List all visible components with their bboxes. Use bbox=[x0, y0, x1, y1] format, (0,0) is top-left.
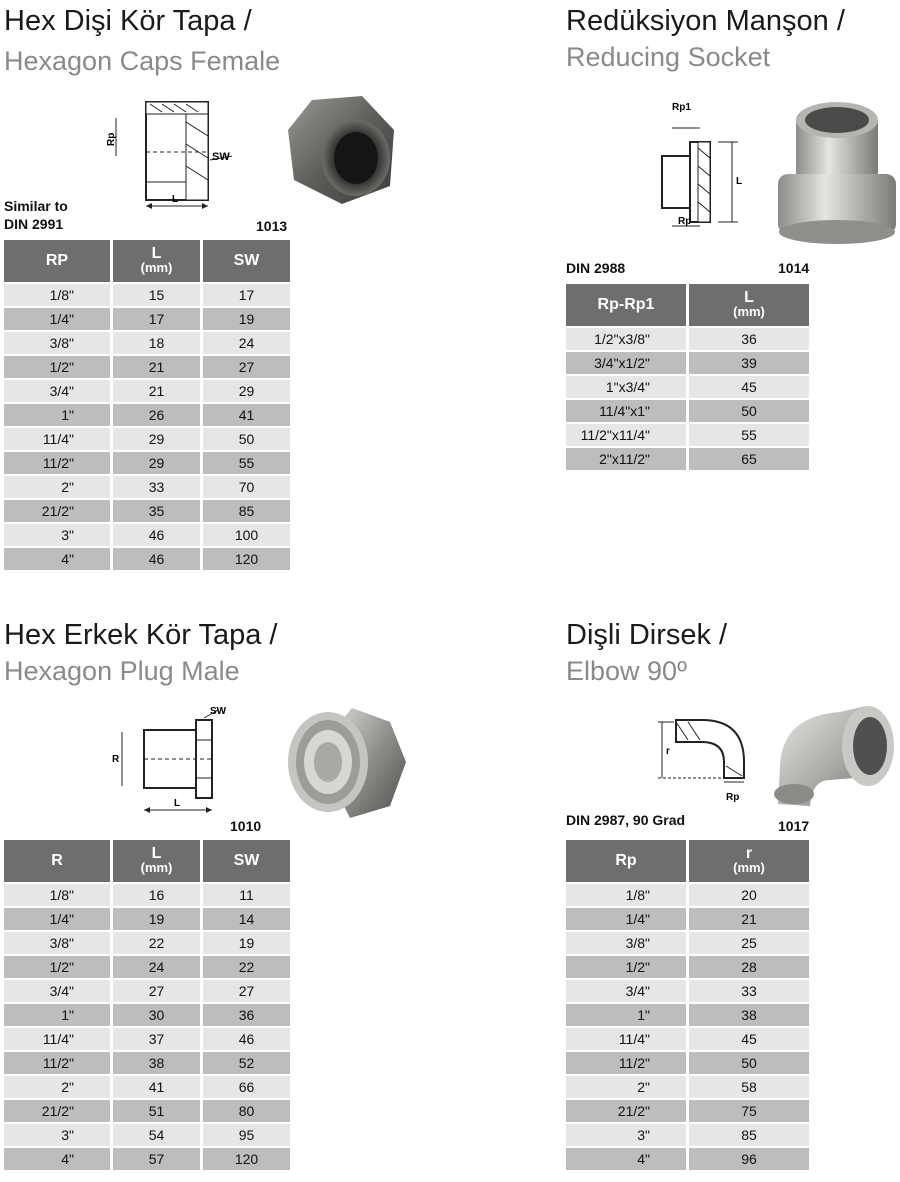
table-cell: 11/2"x11/4" bbox=[566, 424, 686, 446]
table-cell: 54 bbox=[113, 1124, 200, 1146]
table-row bbox=[4, 548, 290, 570]
table-cell: 51 bbox=[113, 1100, 200, 1122]
table-row bbox=[4, 1028, 290, 1050]
section-reducing-socket bbox=[562, 0, 900, 590]
table-cell: 11/4" bbox=[4, 428, 110, 450]
column-header-rp: RP bbox=[4, 240, 110, 282]
table-cell: 3/8" bbox=[4, 932, 110, 954]
table-cell: 30 bbox=[113, 1004, 200, 1026]
table-cell: 33 bbox=[689, 980, 809, 1002]
table-row bbox=[566, 424, 809, 446]
table-cell: 19 bbox=[113, 908, 200, 930]
table-cell: 3/8" bbox=[4, 332, 110, 354]
table-row bbox=[4, 932, 290, 954]
table-cell: 21 bbox=[689, 908, 809, 930]
table-cell: 25 bbox=[689, 932, 809, 954]
table-cell: 14 bbox=[203, 908, 290, 930]
table-cell: 21 bbox=[113, 356, 200, 378]
standard-similar-to: Similar to bbox=[4, 198, 68, 214]
table-cell: 80 bbox=[203, 1100, 290, 1122]
table-row bbox=[4, 332, 290, 354]
table-cell: 26 bbox=[113, 404, 200, 426]
table-cell: 1" bbox=[4, 404, 110, 426]
table-row bbox=[566, 1148, 809, 1170]
table-row bbox=[4, 524, 290, 546]
table-cell: 3/4"x1/2" bbox=[566, 352, 686, 374]
table-cell: 29 bbox=[113, 428, 200, 450]
table-cell: 36 bbox=[203, 1004, 290, 1026]
table-cell: 1/4" bbox=[566, 908, 686, 930]
column-header-l: L (mm) bbox=[113, 240, 200, 282]
table-cell: 50 bbox=[203, 428, 290, 450]
reducing-socket-product-photo bbox=[772, 96, 900, 246]
column-header-sw: SW bbox=[203, 840, 290, 882]
table-cell: 50 bbox=[689, 400, 809, 422]
table-row bbox=[4, 1076, 290, 1098]
table-cell: 95 bbox=[203, 1124, 290, 1146]
table-cell: 1/2" bbox=[4, 356, 110, 378]
table-row bbox=[566, 908, 809, 930]
table-cell: 21/2" bbox=[4, 500, 110, 522]
drawing-label-sw: SW bbox=[210, 706, 227, 717]
table-body bbox=[566, 884, 809, 1170]
table-cell: 16 bbox=[113, 884, 200, 906]
drawing-label-r: R bbox=[112, 754, 120, 765]
section-title-en: Hexagon Plug Male bbox=[4, 656, 240, 686]
drawing-label-r: r bbox=[666, 746, 670, 757]
table-cell: 1/4" bbox=[4, 308, 110, 330]
table-cell: 1/2" bbox=[4, 956, 110, 978]
table-row bbox=[566, 376, 809, 398]
table-cell: 100 bbox=[203, 524, 290, 546]
column-header-rp-rp1: Rp-Rp1 bbox=[566, 284, 686, 326]
table-cell: 11/2" bbox=[4, 1052, 110, 1074]
product-code: 1013 bbox=[256, 218, 288, 234]
table-row bbox=[4, 404, 290, 426]
table-row bbox=[4, 1100, 290, 1122]
table-cell: 21 bbox=[113, 380, 200, 402]
section-title-tr: Hex Erkek Kör Tapa / bbox=[4, 619, 278, 651]
table-cell: 85 bbox=[203, 500, 290, 522]
table-cell: 22 bbox=[203, 956, 290, 978]
table-cell: 3" bbox=[4, 524, 110, 546]
table-cell: 27 bbox=[203, 980, 290, 1002]
table-cell: 3" bbox=[566, 1124, 686, 1146]
table-cell: 75 bbox=[689, 1100, 809, 1122]
standard-din: DIN 2988 bbox=[566, 260, 626, 276]
table-row bbox=[566, 884, 809, 906]
table-body bbox=[566, 328, 809, 470]
table-cell: 45 bbox=[689, 376, 809, 398]
spec-table-reducing-socket bbox=[563, 282, 812, 472]
spec-table-elbow bbox=[563, 838, 812, 1172]
table-cell: 1/4" bbox=[4, 908, 110, 930]
table-cell: 66 bbox=[203, 1076, 290, 1098]
table-row bbox=[4, 356, 290, 378]
table-cell: 19 bbox=[203, 308, 290, 330]
column-header-sw: SW bbox=[203, 240, 290, 282]
table-cell: 24 bbox=[203, 332, 290, 354]
table-cell: 22 bbox=[113, 932, 200, 954]
table-row bbox=[566, 1124, 809, 1146]
table-cell: 38 bbox=[689, 1004, 809, 1026]
table-cell: 39 bbox=[689, 352, 809, 374]
table-cell: 1/2" bbox=[566, 956, 686, 978]
section-hex-caps-female bbox=[0, 0, 300, 590]
table-cell: 4" bbox=[4, 548, 110, 570]
table-cell: 15 bbox=[113, 284, 200, 306]
table-cell: 70 bbox=[203, 476, 290, 498]
table-row bbox=[566, 1052, 809, 1074]
table-row bbox=[4, 284, 290, 306]
table-cell: 11/2" bbox=[4, 452, 110, 474]
table-cell: 46 bbox=[113, 524, 200, 546]
table-row bbox=[4, 980, 290, 1002]
table-cell: 4" bbox=[566, 1148, 686, 1170]
table-cell: 36 bbox=[689, 328, 809, 350]
column-header-r: r (mm) bbox=[689, 840, 809, 882]
section-hex-plug-male bbox=[0, 610, 300, 1182]
table-row bbox=[566, 980, 809, 1002]
table-row bbox=[4, 1052, 290, 1074]
table-cell: 85 bbox=[689, 1124, 809, 1146]
table-cell: 11/4"x1" bbox=[566, 400, 686, 422]
table-cell: 57 bbox=[113, 1148, 200, 1170]
table-cell: 29 bbox=[113, 452, 200, 474]
table-row bbox=[4, 500, 290, 522]
column-header-l: L (mm) bbox=[113, 840, 200, 882]
table-body bbox=[4, 884, 290, 1170]
table-cell: 4" bbox=[4, 1148, 110, 1170]
table-cell: 2"x11/2" bbox=[566, 448, 686, 470]
table-cell: 52 bbox=[203, 1052, 290, 1074]
elbow-technical-drawing bbox=[648, 700, 768, 810]
drawing-label-l: L bbox=[174, 798, 181, 809]
table-row bbox=[4, 476, 290, 498]
table-cell: 3/4" bbox=[566, 980, 686, 1002]
hex-plug-product-photo bbox=[282, 702, 412, 822]
table-cell: 1"x3/4" bbox=[566, 376, 686, 398]
table-cell: 35 bbox=[113, 500, 200, 522]
column-header-rp: Rp bbox=[566, 840, 686, 882]
table-row bbox=[4, 380, 290, 402]
spec-table-hex-caps bbox=[1, 238, 293, 572]
table-row bbox=[566, 400, 809, 422]
table-cell: 11/4" bbox=[4, 1028, 110, 1050]
table-cell: 3/4" bbox=[4, 980, 110, 1002]
section-title-tr: Dişli Dirsek / bbox=[566, 619, 728, 651]
table-cell: 17 bbox=[203, 284, 290, 306]
table-cell: 21/2" bbox=[566, 1100, 686, 1122]
table-row bbox=[566, 932, 809, 954]
spec-table-hex-plug bbox=[1, 838, 293, 1172]
table-body bbox=[4, 284, 290, 570]
table-row bbox=[566, 1076, 809, 1098]
standard-din: DIN 2991 bbox=[4, 216, 64, 232]
table-cell: 21/2" bbox=[4, 1100, 110, 1122]
table-row bbox=[566, 448, 809, 470]
table-cell: 120 bbox=[203, 548, 290, 570]
table-cell: 1/2"x3/8" bbox=[566, 328, 686, 350]
table-cell: 41 bbox=[113, 1076, 200, 1098]
column-header-l: L (mm) bbox=[689, 284, 809, 326]
table-cell: 46 bbox=[203, 1028, 290, 1050]
section-title-en: Elbow 90º bbox=[566, 656, 687, 686]
reducing-socket-technical-drawing bbox=[658, 96, 768, 236]
section-title-tr: Hex Dişi Kör Tapa / bbox=[4, 5, 252, 37]
table-cell: 55 bbox=[203, 452, 290, 474]
hex-plug-technical-drawing bbox=[104, 706, 234, 816]
table-cell: 17 bbox=[113, 308, 200, 330]
table-cell: 1/8" bbox=[566, 884, 686, 906]
table-cell: 27 bbox=[113, 980, 200, 1002]
table-cell: 2" bbox=[4, 1076, 110, 1098]
table-cell: 96 bbox=[689, 1148, 809, 1170]
table-cell: 11/2" bbox=[566, 1052, 686, 1074]
table-cell: 11 bbox=[203, 884, 290, 906]
drawing-label-sw: SW bbox=[212, 151, 230, 163]
table-cell: 45 bbox=[689, 1028, 809, 1050]
section-title-tr: Redüksiyon Manşon / bbox=[566, 5, 845, 37]
table-cell: 65 bbox=[689, 448, 809, 470]
section-title-en: Reducing Socket bbox=[566, 42, 771, 72]
table-cell: 3" bbox=[4, 1124, 110, 1146]
elbow-product-photo bbox=[770, 696, 900, 816]
table-cell: 27 bbox=[203, 356, 290, 378]
table-cell: 20 bbox=[689, 884, 809, 906]
table-row bbox=[4, 428, 290, 450]
table-row bbox=[4, 452, 290, 474]
section-elbow-90 bbox=[562, 610, 900, 1182]
table-cell: 58 bbox=[689, 1076, 809, 1098]
table-cell: 24 bbox=[113, 956, 200, 978]
table-cell: 1/8" bbox=[4, 884, 110, 906]
table-row bbox=[566, 1028, 809, 1050]
table-row bbox=[566, 1100, 809, 1122]
standard-din-90-grad: DIN 2987, 90 Grad bbox=[566, 812, 686, 828]
table-cell: 2" bbox=[566, 1076, 686, 1098]
table-cell: 55 bbox=[689, 424, 809, 446]
table-cell: 120 bbox=[203, 1148, 290, 1170]
table-cell: 1" bbox=[4, 1004, 110, 1026]
table-cell: 46 bbox=[113, 548, 200, 570]
table-row bbox=[566, 956, 809, 978]
table-cell: 37 bbox=[113, 1028, 200, 1050]
table-row bbox=[4, 1004, 290, 1026]
table-row bbox=[4, 956, 290, 978]
table-row bbox=[566, 352, 809, 374]
product-code: 1010 bbox=[230, 818, 262, 834]
drawing-label-rp: Rp bbox=[106, 132, 117, 146]
table-row bbox=[4, 884, 290, 906]
table-cell: 3/4" bbox=[4, 380, 110, 402]
table-cell: 19 bbox=[203, 932, 290, 954]
table-cell: 11/4" bbox=[566, 1028, 686, 1050]
table-row bbox=[4, 308, 290, 330]
section-title-en: Hexagon Caps Female bbox=[4, 46, 281, 76]
product-code: 1017 bbox=[778, 818, 810, 834]
table-cell: 3/8" bbox=[566, 932, 686, 954]
drawing-label-rp: Rp bbox=[678, 216, 692, 227]
table-cell: 18 bbox=[113, 332, 200, 354]
table-row bbox=[4, 908, 290, 930]
drawing-label-l: L bbox=[736, 176, 743, 187]
table-row bbox=[4, 1124, 290, 1146]
table-cell: 2" bbox=[4, 476, 110, 498]
hex-cap-technical-drawing bbox=[100, 98, 250, 216]
table-cell: 1/8" bbox=[4, 284, 110, 306]
table-row bbox=[566, 328, 809, 350]
product-code: 1014 bbox=[778, 260, 810, 276]
table-row bbox=[566, 1004, 809, 1026]
column-header-r: R bbox=[4, 840, 110, 882]
table-cell: 38 bbox=[113, 1052, 200, 1074]
hex-cap-product-photo bbox=[282, 90, 402, 210]
table-row bbox=[4, 1148, 290, 1170]
table-cell: 29 bbox=[203, 380, 290, 402]
table-cell: 41 bbox=[203, 404, 290, 426]
drawing-label-rp1: Rp1 bbox=[672, 102, 691, 113]
table-cell: 33 bbox=[113, 476, 200, 498]
table-cell: 1" bbox=[566, 1004, 686, 1026]
drawing-label-l: L bbox=[172, 194, 179, 205]
drawing-label-rp: Rp bbox=[726, 792, 740, 803]
table-cell: 50 bbox=[689, 1052, 809, 1074]
table-cell: 28 bbox=[689, 956, 809, 978]
